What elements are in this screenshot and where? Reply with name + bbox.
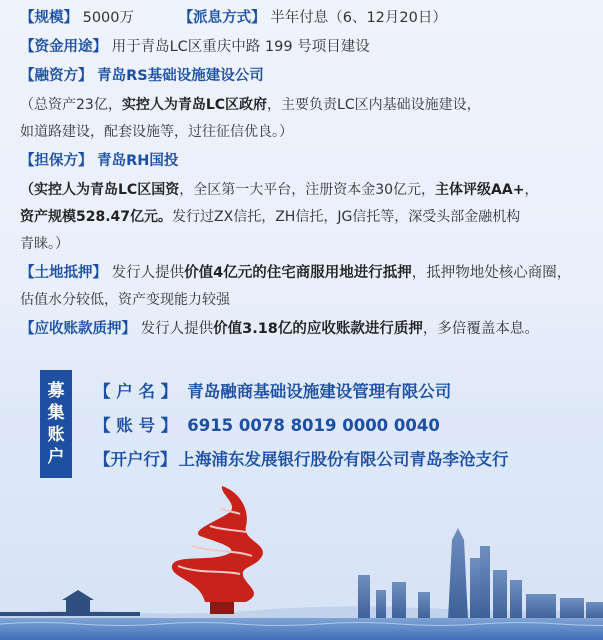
issuer-controller: 实控人为青岛LC区政府 bbox=[121, 97, 268, 113]
scale-label: 【规模】 bbox=[20, 10, 78, 26]
account-bank-row bbox=[94, 446, 509, 470]
guarantor-desc-text: 发行过ZX信托，ZH信托，JG信托等，深受头部金融机构 bbox=[172, 209, 521, 225]
guarantor-desc-text: ，全区第一大平台，注册资本金30亿元， bbox=[179, 182, 436, 198]
account-number-label: 【 账 号 】 bbox=[94, 416, 178, 435]
guarantor-row bbox=[20, 151, 178, 171]
receivable-highlight: 价值3.18亿的应收账款进行质押 bbox=[213, 321, 423, 337]
receivable-row bbox=[20, 319, 539, 339]
account-bank-label: 【开户行】 bbox=[94, 450, 177, 469]
land-row bbox=[20, 263, 571, 283]
account-name-row bbox=[94, 378, 451, 402]
guarantor-desc-text: （实控人为青岛LC区国资 bbox=[20, 182, 180, 198]
issuer-desc-text: （总资产23亿， bbox=[20, 97, 122, 113]
account-tag-char: 募 bbox=[47, 381, 65, 401]
red-sculpture bbox=[172, 486, 263, 614]
guarantor-value: 青岛RH国投 bbox=[97, 153, 179, 169]
issuer-desc-2 bbox=[20, 122, 293, 142]
guarantor-rating: 主体评级AA+ bbox=[435, 182, 525, 198]
guarantor-desc-1 bbox=[20, 180, 538, 200]
account-name-label: 【 户 名 】 bbox=[94, 382, 178, 401]
issuer-desc-text: 如道路建设，配套设施等，过往征信优良。） bbox=[20, 124, 293, 140]
issuer-value: 青岛RS基础设施建设公司 bbox=[97, 68, 264, 84]
land-highlight: 价值4亿元的住宅商服用地进行抵押 bbox=[184, 265, 412, 281]
receivable-label: 【应收账款质押】 bbox=[20, 321, 136, 337]
city-skyline-illustration bbox=[0, 470, 603, 640]
land-text: 估值水分较低，资产变现能力较强 bbox=[20, 292, 230, 308]
land-row-2 bbox=[20, 290, 230, 310]
land-text: ，抵押物地处核心商圈， bbox=[411, 265, 572, 281]
account-tag bbox=[40, 370, 72, 478]
guarantor-label: 【担保方】 bbox=[20, 153, 93, 169]
pier-pavilion bbox=[0, 590, 140, 616]
land-text: 发行人提供 bbox=[111, 265, 185, 281]
issuer-row bbox=[20, 66, 264, 86]
receivable-text: ，多倍覆盖本息。 bbox=[422, 321, 539, 337]
guarantor-desc-text: ， bbox=[524, 182, 539, 198]
skyline-buildings bbox=[358, 528, 603, 620]
receivable-text: 发行人提供 bbox=[140, 321, 214, 337]
use-row bbox=[20, 37, 370, 57]
scale-value: 5000万 bbox=[82, 10, 135, 26]
scale-row bbox=[20, 8, 447, 28]
issuer-desc-1 bbox=[20, 95, 481, 115]
guarantor-desc-3 bbox=[20, 234, 69, 254]
guarantor-assets: 资产规模528.47亿元。 bbox=[20, 209, 173, 225]
guarantor-desc-2 bbox=[20, 207, 520, 227]
account-number-row bbox=[94, 412, 440, 436]
pay-value: 半年付息（6、12月20日） bbox=[270, 10, 447, 26]
land-label: 【土地抵押】 bbox=[20, 265, 107, 281]
account-tag-char: 户 bbox=[47, 447, 65, 467]
issuer-label: 【融资方】 bbox=[20, 68, 93, 84]
issuer-desc-text: ，主要负责LC区内基础设施建设， bbox=[267, 97, 481, 113]
account-bank-value: 上海浦东发展银行股份有限公司青岛李沧支行 bbox=[178, 450, 509, 469]
account-number-value: 6915 0078 8019 0000 0040 bbox=[187, 416, 440, 435]
account-tag-char: 集 bbox=[47, 403, 65, 423]
guarantor-desc-text: 青睐。） bbox=[20, 236, 69, 252]
use-label: 【资金用途】 bbox=[20, 39, 107, 55]
account-tag-char: 账 bbox=[47, 425, 65, 445]
use-value: 用于青岛LC区重庆中路 199 号项目建设 bbox=[111, 39, 370, 55]
pay-label: 【派息方式】 bbox=[178, 10, 266, 26]
account-name-value: 青岛融商基础设施建设管理有限公司 bbox=[187, 382, 452, 401]
